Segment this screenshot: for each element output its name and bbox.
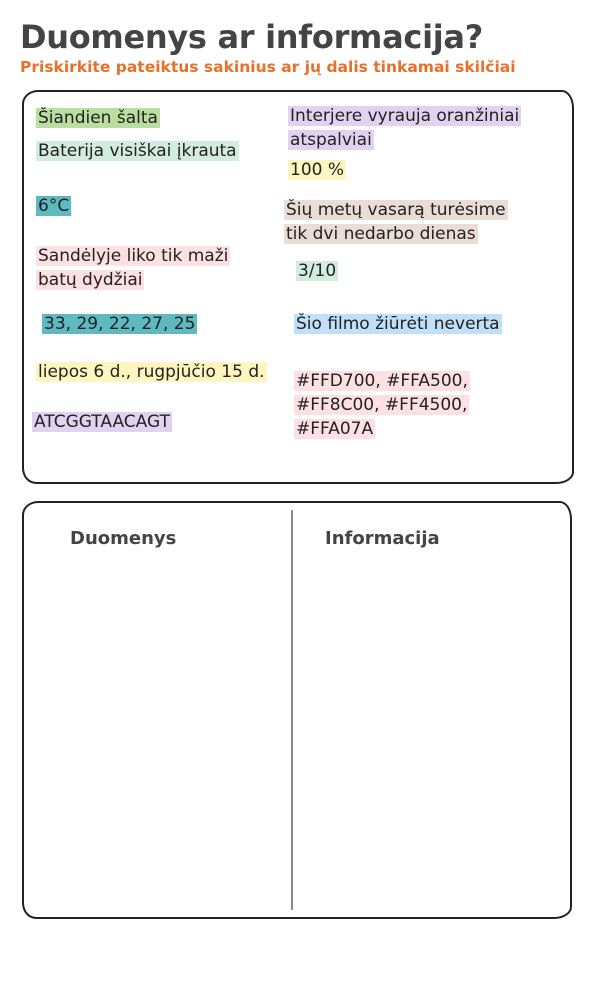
card-3-is-10[interactable] (294, 259, 340, 283)
card-interjeras-oranziniai[interactable] (286, 104, 523, 152)
card-text: liepos 6 d., rugpjūčio 15 d. (38, 362, 265, 382)
card-siandien-salta[interactable] (34, 106, 162, 130)
card-datos[interactable] (34, 360, 269, 384)
card-text-line-2: batų dydžiai (38, 270, 143, 290)
card-text: 6°C (38, 196, 70, 216)
card-text-line-2: atspalviai (290, 130, 372, 150)
card-text: Šio filmo žiūrėti neverta (296, 314, 500, 334)
card-text: 33, 29, 22, 27, 25 (44, 314, 196, 334)
card-dnr-seka[interactable] (30, 410, 174, 434)
card-text: 100 % (290, 160, 345, 180)
card-text-line-1: Sandėlyje liko tik maži (38, 246, 229, 266)
column-header-duomenys: Duomenys (70, 528, 177, 549)
card-text-line-2: tik dvi nedarbo dienas (286, 224, 476, 244)
card-6c[interactable] (34, 194, 73, 218)
page-title: Duomenys ar informacija? (20, 18, 483, 56)
card-text-line-2: #FF8C00, #FF4500, (296, 395, 468, 415)
column-divider (291, 510, 293, 910)
card-text-line-1: #FFD700, #FFA500, (296, 371, 468, 391)
card-text-line-1: Interjere vyrauja oranžiniai (290, 106, 520, 126)
card-text-line-3: #FFA07A (296, 419, 374, 439)
card-vasara-nedarbo-dienos[interactable] (282, 198, 510, 246)
card-text: Šiandien šalta (38, 108, 158, 128)
card-text: Baterija visiškai įkrauta (38, 141, 237, 161)
card-text: 3/10 (298, 261, 337, 281)
page-subtitle: Priskirkite pateiktus sakinius ar jų dalis tinkamai skilčiai (20, 58, 516, 76)
card-filmas-neverta[interactable] (292, 312, 504, 336)
column-header-informacija: Informacija (325, 528, 440, 549)
card-baterija-ikrauta[interactable] (34, 139, 241, 163)
card-100-procentu[interactable] (286, 158, 348, 182)
card-text-line-1: Šių metų vasarą turėsime (286, 200, 506, 220)
drop-zone-duomenys[interactable] (30, 560, 285, 900)
drop-zone-informacija[interactable] (300, 560, 562, 900)
card-spalvu-kodai[interactable] (292, 369, 472, 441)
card-skaiciu-seka[interactable] (40, 312, 199, 336)
card-sandelyje-maži-dydziai[interactable] (34, 244, 232, 292)
card-text: ATCGGTAACAGT (34, 412, 170, 432)
